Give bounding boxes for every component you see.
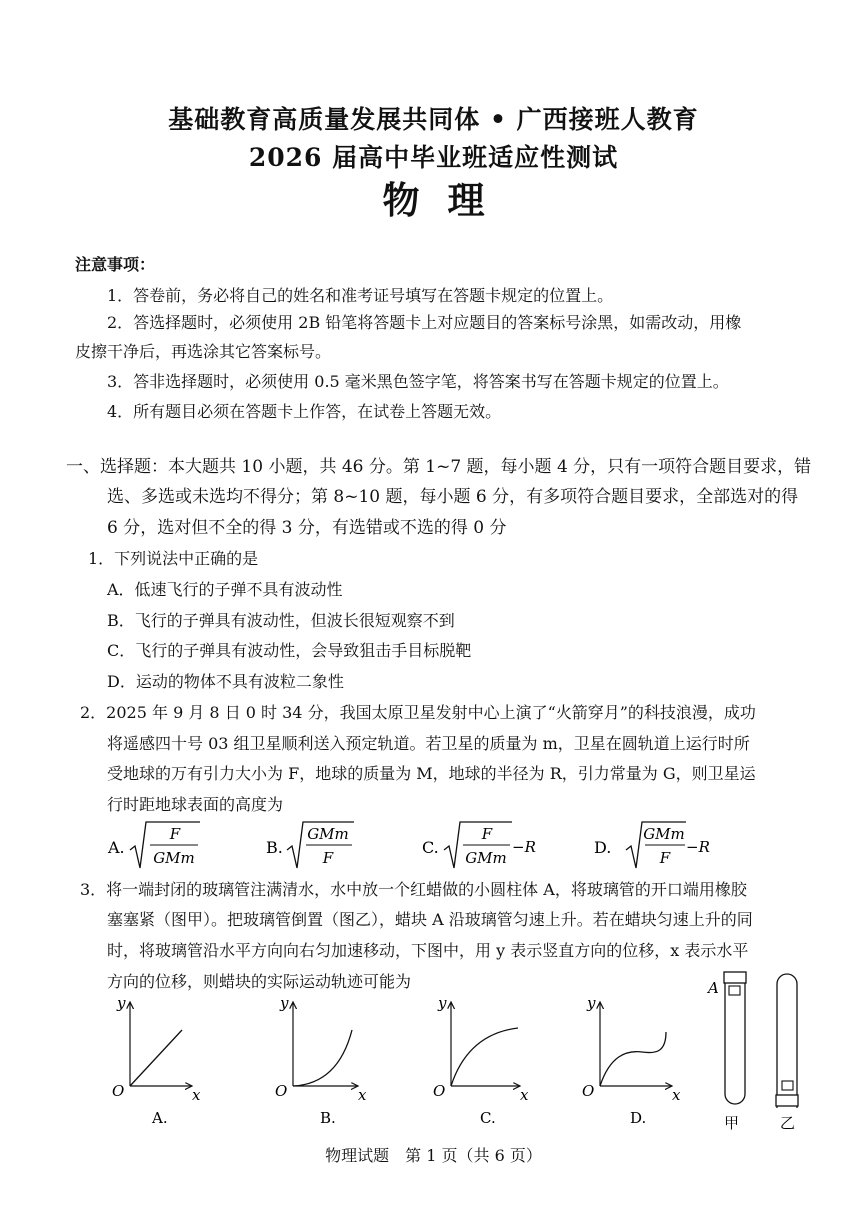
svg-text:B.: B. xyxy=(266,838,283,857)
question-stem: 方向的位移，则蜡块的实际运动轨迹可能为 xyxy=(107,972,412,991)
svg-text:GMm: GMm xyxy=(307,825,349,843)
answer-option-a xyxy=(107,822,200,868)
q3-trajectory-graphs xyxy=(100,992,690,1127)
section-instructions: 6 分，选对但不全的得 3 分，有选错或不选的得 0 分 xyxy=(107,518,507,538)
question-stem: 1．下列说法中正确的是 xyxy=(88,549,259,568)
svg-text:甲: 甲 xyxy=(724,1114,740,1132)
answer-option: B．飞行的子弹具有波动性，但波长很短观察不到 xyxy=(107,611,455,630)
section-instructions: 一、选择题：本大题共 10 小题，共 46 分。第 1~7 题，每小题 4 分，只有一项符合题目要求，错 xyxy=(66,457,812,477)
question-stem: 塞塞紧（图甲）。把玻璃管倒置（图乙），蜡块 A 沿玻璃管匀速上升。若在蜡块匀速上升的同 xyxy=(107,910,753,929)
svg-text:GMm: GMm xyxy=(643,825,685,843)
svg-text:A.: A. xyxy=(152,1109,168,1127)
svg-text:GMm: GMm xyxy=(153,849,195,867)
section-instructions: 选、多选或未选均不得分；第 8~10 题，每小题 6 分，有多项符合题目要求，全部选对的得 xyxy=(107,487,799,507)
svg-text:A.: A. xyxy=(108,838,125,857)
svg-text:B.: B. xyxy=(320,1109,336,1127)
q2-options-formulas xyxy=(100,818,740,874)
svg-text:O: O xyxy=(433,1082,446,1100)
graph-option-b xyxy=(275,994,367,1127)
svg-text:D.: D. xyxy=(594,838,612,857)
notice-item: 4．所有题目必须在答题卡上作答，在试卷上答题无效。 xyxy=(107,402,502,421)
svg-text:F: F xyxy=(659,849,671,867)
graph-option-c xyxy=(433,994,529,1127)
tube-jia xyxy=(706,972,746,1132)
svg-text:F: F xyxy=(481,825,493,843)
svg-text:D.: D. xyxy=(630,1109,647,1127)
answer-option-b xyxy=(266,822,354,868)
notice-item: 皮擦干净后，再选涂其它答案标号。 xyxy=(75,342,332,361)
svg-text:y: y xyxy=(587,994,596,1012)
notice-title: 注意事项： xyxy=(75,255,156,274)
svg-text:y: y xyxy=(280,994,289,1012)
svg-text:F: F xyxy=(169,825,181,843)
svg-text:−R: −R xyxy=(686,838,710,856)
svg-text:A: A xyxy=(708,979,719,997)
svg-text:C.: C. xyxy=(422,838,439,857)
graph-option-a xyxy=(112,994,201,1127)
answer-option: C．飞行的子弹具有波动性，会导致狙击手目标脱靶 xyxy=(107,641,472,660)
svg-text:GMm: GMm xyxy=(465,849,507,867)
page-footer: 物理试题 第 1 页（共 6 页） xyxy=(325,1146,542,1165)
exam-name-title: 2026 届高中毕业班适应性测试 xyxy=(248,143,619,172)
svg-text:F: F xyxy=(322,849,334,867)
question-stem: 时，将玻璃管沿水平方向向右匀加速移动，下图中，用 y 表示竖直方向的位移，x 表示水平 xyxy=(107,941,749,960)
svg-text:x: x xyxy=(672,1086,681,1104)
notice-item: 3．答非选择题时，必须使用 0.5 毫米黑色签字笔，将答案书写在答题卡规定的位置上。 xyxy=(107,372,729,391)
svg-text:y: y xyxy=(117,994,126,1012)
answer-option-c xyxy=(422,822,536,868)
tube-yi xyxy=(776,974,798,1132)
notice-item: 1．答卷前，务必将自己的姓名和准考证号填写在答题卡规定的位置上。 xyxy=(107,286,614,305)
question-stem: 2．2025 年 9 月 8 日 0 时 34 分，我国太原卫星发射中心上演了“火箭穿月”的科技浪漫，成功 xyxy=(80,703,756,722)
svg-text:x: x xyxy=(192,1086,201,1104)
svg-text:O: O xyxy=(582,1082,595,1100)
notice-item: 2．答选择题时，必须使用 2B 铅笔将答题卡上对应题目的答案标号涂黑，如需改动，用橡 xyxy=(107,313,742,332)
svg-text:O: O xyxy=(112,1082,125,1100)
svg-text:C.: C. xyxy=(480,1109,496,1127)
answer-option: A．低速飞行的子弹不具有波动性 xyxy=(107,580,343,599)
question-stem: 行时距地球表面的高度为 xyxy=(107,795,284,814)
svg-text:O: O xyxy=(275,1082,288,1100)
answer-option: D．运动的物体不具有波粒二象性 xyxy=(107,672,344,691)
question-stem: 3．将一端封闭的玻璃管注满清水，水中放一个红蜡做的小圆柱体 A，将玻璃管的开口端用橡胶 xyxy=(80,880,747,899)
subject-title: 物理 xyxy=(382,178,513,222)
answer-option-d xyxy=(594,822,710,868)
svg-text:x: x xyxy=(358,1086,367,1104)
question-stem: 受地球的万有引力大小为 F，地球的质量为 M，地球的半径为 R，引力常量为 G，则卫星运 xyxy=(107,764,756,783)
svg-text:乙: 乙 xyxy=(780,1114,796,1132)
question-stem: 将遥感四十号 03 组卫星顺利送入预定轨道。若卫星的质量为 m，卫星在圆轨道上运行时所 xyxy=(107,734,750,753)
graph-option-d xyxy=(582,994,681,1127)
glass-tube-figure xyxy=(700,968,810,1136)
svg-text:−R: −R xyxy=(512,838,536,856)
svg-text:y: y xyxy=(438,994,447,1012)
exam-organizer-title: 基础教育高质量发展共同体 • 广西接班人教育 xyxy=(168,105,699,134)
svg-text:x: x xyxy=(520,1086,529,1104)
